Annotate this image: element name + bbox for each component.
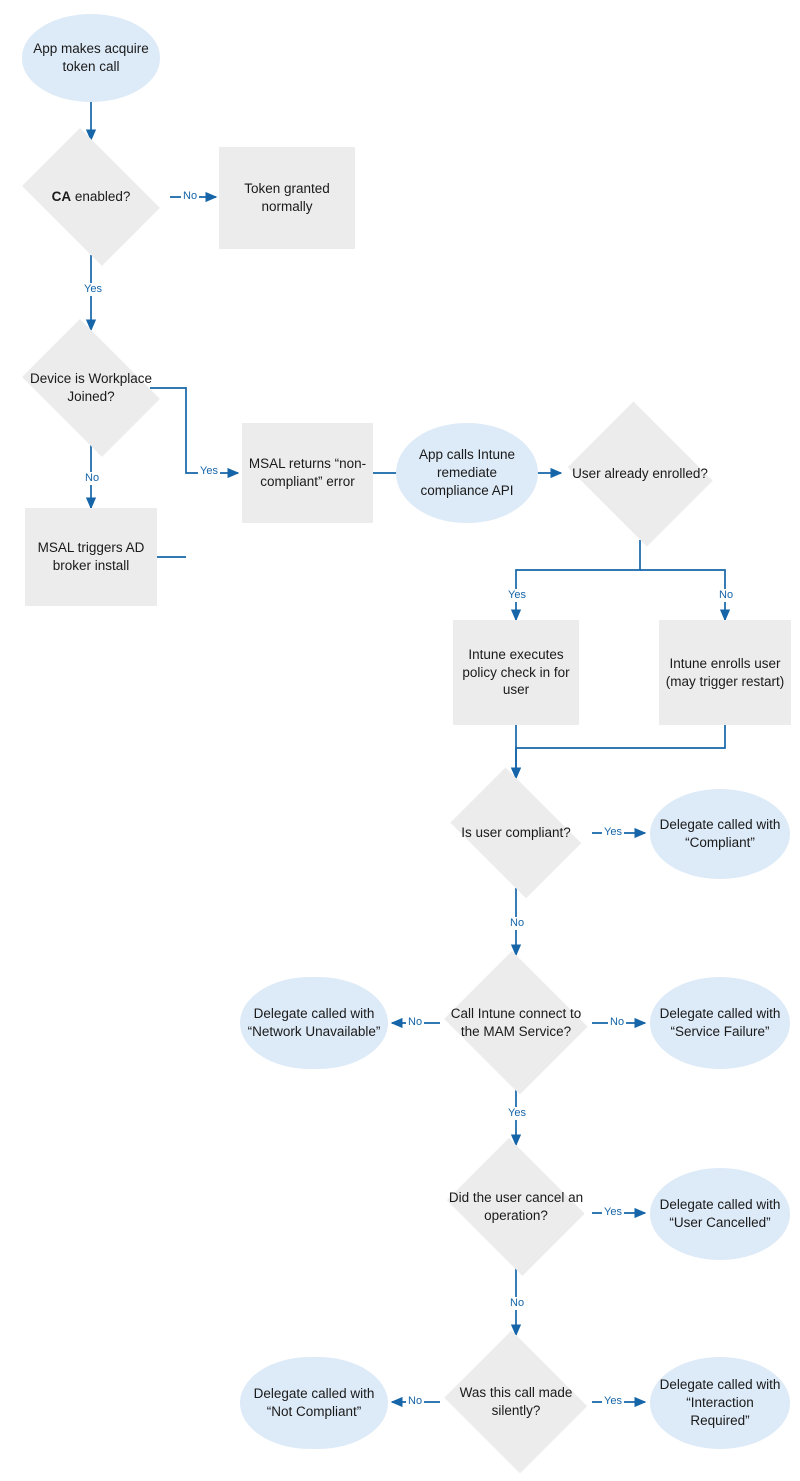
node-label: MSAL triggers AD broker install xyxy=(37,540,145,573)
edge-label-mam-no-left: No xyxy=(408,1016,423,1028)
node-label: Delegate called with “Interaction Required” xyxy=(659,1377,781,1428)
node-label: User already enrolled? xyxy=(572,466,708,482)
node-label: App makes acquire token call xyxy=(33,41,149,74)
node-msal-triggers-ad-broker-install[interactable] xyxy=(25,508,157,606)
node-delegate-interaction-required[interactable] xyxy=(650,1357,790,1449)
node-label: Device is Workplace Joined? xyxy=(29,371,153,404)
node-label: Did the user cancel an operation? xyxy=(448,1190,584,1223)
node-app-calls-intune-remediate-compliance-api[interactable] xyxy=(396,423,538,523)
node-intune-executes-policy-check-in[interactable] xyxy=(453,620,579,725)
node-did-user-cancel-operation[interactable] xyxy=(440,1145,592,1269)
node-app-makes-acquire-token-call[interactable] xyxy=(22,14,160,102)
node-msal-returns-non-compliant-error[interactable] xyxy=(242,423,373,523)
edge-label-enrolled-yes: Yes xyxy=(508,589,526,601)
edge-label-silent-no: No xyxy=(408,1395,423,1407)
node-delegate-user-cancelled[interactable] xyxy=(650,1168,790,1260)
node-user-already-enrolled[interactable] xyxy=(561,408,719,540)
node-is-user-compliant[interactable] xyxy=(440,778,592,888)
node-device-workplace-joined[interactable] xyxy=(11,330,171,446)
node-label: Delegate called with “User Cancelled” xyxy=(659,1197,781,1230)
edge-label-compliant-yes: Yes xyxy=(604,826,622,838)
node-label: Delegate called with “Service Failure” xyxy=(659,1006,781,1039)
node-label: Is user compliant? xyxy=(461,825,571,841)
edge-label-cancel-yes: Yes xyxy=(604,1206,622,1218)
node-label: App calls Intune remediate compliance API xyxy=(418,447,516,498)
node-label: Token granted normally xyxy=(244,181,330,214)
node-label-bold: CA xyxy=(51,189,72,205)
node-label: Intune executes policy check in for user xyxy=(462,646,570,698)
node-intune-enrolls-user[interactable] xyxy=(659,620,791,725)
node-label: Call Intune connect to the MAM Service? xyxy=(450,1006,582,1039)
edge-label-wpj-yes: Yes xyxy=(200,465,218,477)
node-delegate-compliant[interactable] xyxy=(650,789,790,879)
edge-label-wpj-no: No xyxy=(85,472,100,484)
node-label: Delegate called with “Compliant” xyxy=(659,817,781,850)
node-label: Intune enrolls user (may trigger restart) xyxy=(665,655,785,689)
node-label: Delegate called with “Network Unavailable” xyxy=(247,1006,381,1039)
node-was-call-made-silently[interactable] xyxy=(440,1335,592,1469)
edge-label-mam-yes: Yes xyxy=(508,1107,526,1119)
edge-label-cancel-no: No xyxy=(510,1297,525,1309)
node-delegate-network-unavailable[interactable] xyxy=(240,977,388,1069)
edge-label-compliant-no: No xyxy=(510,917,525,929)
node-token-granted-normally[interactable] xyxy=(219,147,355,249)
node-delegate-service-failure[interactable] xyxy=(650,977,790,1069)
node-label: Delegate called with “Not Compliant” xyxy=(253,1386,375,1419)
node-ca-enabled[interactable] xyxy=(11,139,171,255)
node-label: Was this call made silently? xyxy=(459,1385,573,1418)
edge-label-ca-no: No xyxy=(183,190,198,202)
edge-label-ca-yes: Yes xyxy=(84,283,102,295)
node-delegate-not-compliant[interactable] xyxy=(240,1357,388,1449)
edge-label-mam-no-right: No xyxy=(610,1016,625,1028)
node-label: MSAL returns “non-compliant” error xyxy=(248,456,367,489)
node-label xyxy=(46,186,137,208)
edge-label-silent-yes: Yes xyxy=(604,1395,622,1407)
edge-label-enrolled-no: No xyxy=(719,589,734,601)
node-label-rest: enabled? xyxy=(71,189,131,205)
node-call-intune-connect-mam-service[interactable] xyxy=(440,955,592,1091)
